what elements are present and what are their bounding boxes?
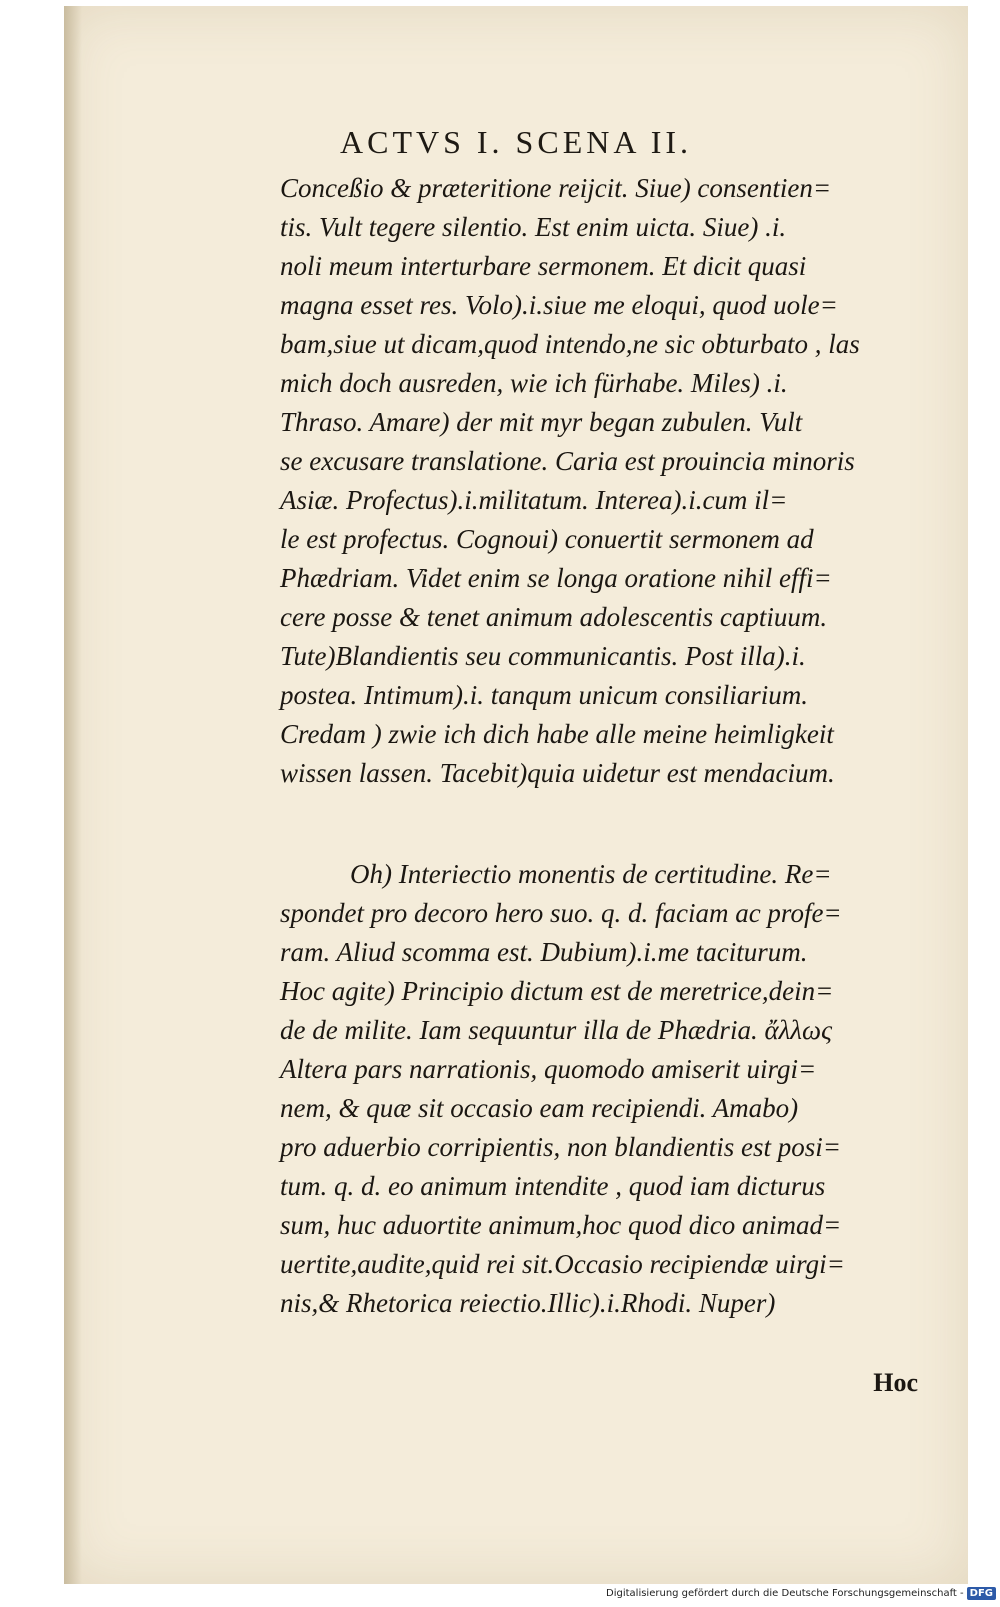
catchword: Hoc: [873, 1368, 918, 1397]
text-line: tum. q. d. eo animum intendite , quod iam dicturus: [280, 1171, 826, 1201]
text-line: magna esset res. Volo).i.siue me eloqui, quod uole=: [280, 290, 838, 320]
running-title: ACTVS I. SCENA II.: [339, 124, 692, 160]
text-line: noli meum interturbare sermonem. Et dicit quasi: [280, 251, 807, 281]
text-line: de de milite. Iam sequuntur illa de Phædria. ἄλλως: [280, 1015, 833, 1045]
text-line: Hoc agite) Principio dictum est de meretrice,dein=: [280, 976, 834, 1006]
text-line: le est profectus. Cognoui) conuertit sermonem ad: [280, 524, 814, 554]
text-line: Phædriam. Videt enim se longa oratione nihil effi=: [280, 563, 832, 593]
digitization-credit: [606, 1585, 996, 1601]
text-line: bam,siue ut dicam,quod intendo,ne sic obturbato , las: [280, 329, 860, 359]
paragraph-1: [280, 169, 960, 793]
text-line: Asiæ. Profectus).i.militatum. Interea).i.cum il=: [280, 485, 788, 515]
text-line: spondet pro decoro hero suo. q. d. faciam ac profe=: [280, 898, 842, 928]
text-line: Credam ) zwie ich dich habe alle meine heimligkeit: [280, 719, 834, 749]
text-line: pro aduerbio corripientis, non blandientis est posi=: [280, 1132, 841, 1162]
text-line: tis. Vult tegere silentio. Est enim uicta. Siue) .i.: [280, 212, 787, 242]
text-line: se excusare translatione. Caria est prouincia minoris: [280, 446, 855, 476]
credit-text: Digitalisierung gefördert durch die Deutsche Forschungsgemeinschaft -: [606, 1587, 964, 1599]
text-line: Tute)Blandientis seu communicantis. Post illa).i.: [280, 641, 806, 671]
text-line: uertite,audite,quid rei sit.Occasio recipiendæ uirgi=: [280, 1249, 845, 1279]
text-line: ram. Aliud scomma est. Dubium).i.me taciturum.: [280, 937, 808, 967]
paragraph-2: [280, 855, 960, 1323]
commentary-text: [280, 169, 960, 1323]
text-line: postea. Intimum).i. tanqum unicum consiliarium.: [280, 680, 808, 710]
text-line: nis,& Rhetorica reiectio.Illic).i.Rhodi. Nuper): [280, 1288, 776, 1318]
text-line: cere posse & tenet animum adolescentis captiuum.: [280, 602, 828, 632]
text-line: Conceßio & præteritione reijcit. Siue) consentien=: [280, 173, 832, 203]
dfg-logo-icon: DFG: [967, 1587, 996, 1600]
paragraph-gap: [280, 793, 960, 855]
text-line: Altera pars narrationis, quomodo amiserit uirgi=: [280, 1054, 817, 1084]
page-spine-shadow: [64, 6, 82, 1584]
text-line: sum, huc aduortite animum,hoc quod dico animad=: [280, 1210, 842, 1240]
text-line: Thraso. Amare) der mit myr began zubulen. Vult: [280, 407, 803, 437]
book-page: [64, 6, 968, 1584]
text-line: wissen lassen. Tacebit)quia uidetur est mendacium.: [280, 758, 835, 788]
text-line: nem, & quæ sit occasio eam recipiendi. Amabo): [280, 1093, 799, 1123]
text-line: Oh) Interiectio monentis de certitudine. Re=: [350, 859, 832, 889]
text-line: mich doch ausreden, wie ich fürhabe. Miles) .i.: [280, 368, 788, 398]
